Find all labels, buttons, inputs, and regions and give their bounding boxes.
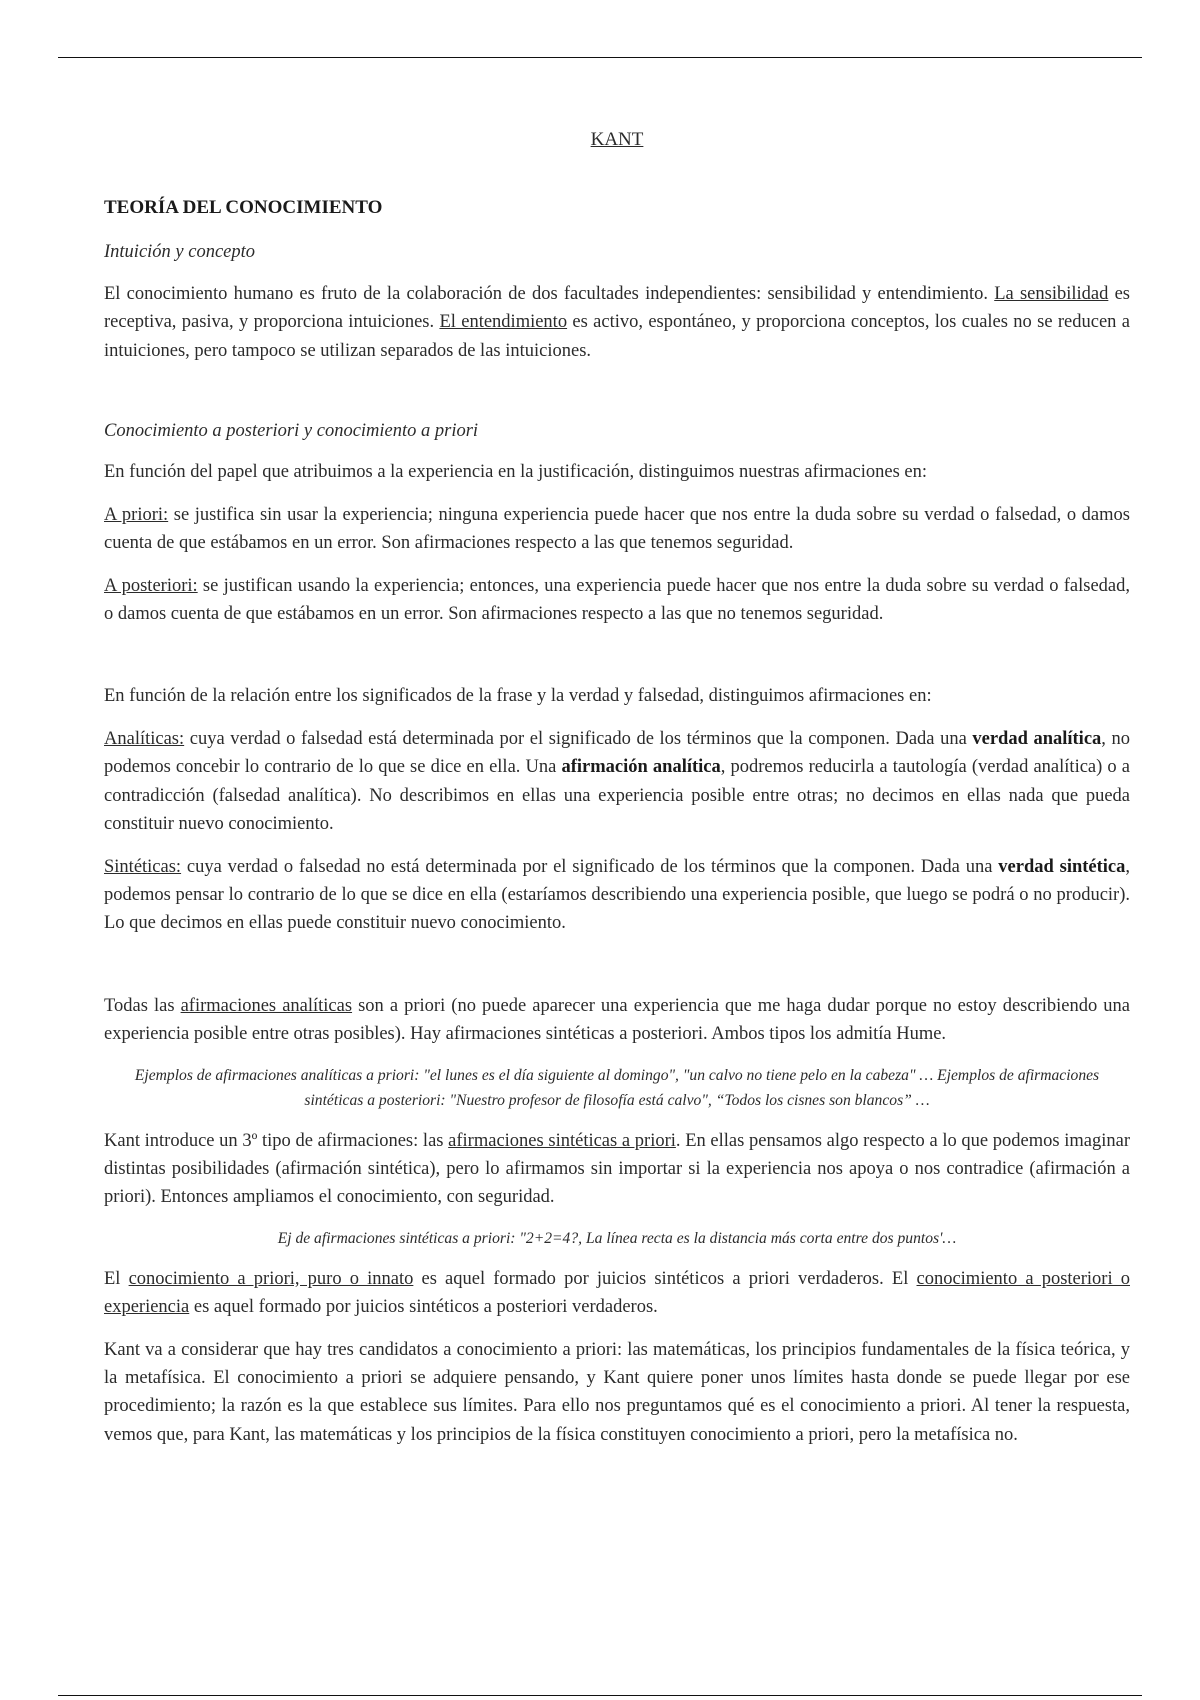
paragraph-a-posteriori: A posteriori: se justifican usando la experiencia; entonces, una experiencia puede hacer que nos entre la duda sobre su verdad o falsedad, o damos cuenta de que estábamos en un error. Son afirmaciones respecto a las que no tenemos seguridad. xyxy=(104,575,1130,625)
paragraph-final: Kant va a considerar que hay tres candidatos a conocimiento a priori: las matemáticas, los principios fundamentales de la física teórica, y la metafísica. El conocimiento a priori se adquiere pensando, y Kant quiere poner unos límites hasta donde se puede llegar por ese procedimiento; la razón es la que establece sus límites. Para ello nos preguntamos qué es el conocimiento a priori. Al tener la respuesta, vemos que, para Kant, las matemáticas y los principios de la física constituyen conocimiento a priori, pero la metafísica no. xyxy=(104,1339,1130,1445)
term-conocimiento-a-priori: conocimiento a priori, puro o innato xyxy=(128,1268,414,1289)
paragraph-priori-intro: En función del papel que atribuimos a la experiencia en la justificación, distinguimos nuestras afirmaciones en: xyxy=(104,462,927,483)
paragraph-intuicion: El conocimiento humano es fruto de la colaboración de dos facultades independientes: sensibilidad y entendimiento. La sensibilidad es receptiva, pasiva, y proporciona intuiciones. El entendimiento es activo, espontáneo, y proporciona conceptos, los cuales no se reducen a intuiciones, pero tampoco se utilizan separados de las intuiciones. xyxy=(104,283,1130,361)
term-afirmaciones-analiticas: afirmaciones analíticas xyxy=(180,995,353,1016)
term-conocimiento-a-posteriori: conocimiento a posteriori o experiencia xyxy=(104,1268,1130,1318)
paragraph-a-priori: A priori: se justifica sin usar la experiencia; ninguna experiencia puede hacer que nos entre la duda sobre su verdad o falsedad, o damos cuenta de que estábamos en un error. Son afirmaciones respecto a las que tenemos seguridad. xyxy=(104,504,1130,554)
term-a-posteriori: A posteriori: xyxy=(104,575,198,596)
term-verdad-sintetica: verdad sintética xyxy=(998,856,1126,877)
bottom-rule xyxy=(58,1695,1142,1696)
example-sinteticas-a-priori: Ej de afirmaciones sintéticas a priori: "2+2=4?, La línea recta es la distancia más corta entre dos puntos'… xyxy=(277,1229,957,1247)
term-analiticas: Analíticas: xyxy=(104,728,185,749)
paragraph-conocimiento: El conocimiento a priori, puro o innato es aquel formado por juicios sintéticos a priori verdaderos. El conocimiento a posteriori o experiencia es aquel formado por juicios sintéticos a posteriori verdaderos. xyxy=(104,1268,1130,1318)
term-verdad-analitica: verdad analítica xyxy=(972,728,1102,749)
paragraph-kant-tercer-tipo: Kant introduce un 3º tipo de afirmaciones: las afirmaciones sintéticas a priori. En ellas pensamos algo respecto a lo que podemos imaginar distintas posibilidades (afirmación sintética), pero lo afirmamos sin importar si la experiencia nos apoya o nos contradice (afirmación a priori). Entonces ampliamos el conocimiento, con seguridad. xyxy=(104,1130,1131,1208)
term-a-priori: A priori: xyxy=(104,504,169,525)
paragraph-sinteticas: Sintéticas: cuya verdad o falsedad no está determinada por el significado de los términos que la componen. Dada una verdad sintética, podemos pensar lo contrario de lo que se dice en ella (estaríamos describiendo una experiencia posible, que luego se podrá o no producir). Lo que decimos en ellas puede constituir nuevo conocimiento. xyxy=(104,856,1131,934)
paragraph-analiticas: Analíticas: cuya verdad o falsedad está determinada por el significado de los términos que la componen. Dada una verdad analítica, no podemos concebir lo contrario de lo que se dice en ella. Una afirmación analítica, podremos reducirla a tautología (verdad analítica) o a contradicción (falsedad analítica). No describimos en ellas una experiencia posible entre otras; no decimos en ellas nada que pueda constituir nuevo conocimiento. xyxy=(104,728,1130,835)
term-entendimiento: El entendimiento xyxy=(439,312,568,333)
term-sinteticas: Sintéticas: xyxy=(104,856,182,877)
term-sensibilidad: La sensibilidad xyxy=(994,283,1109,304)
page-title: KANT xyxy=(590,129,644,150)
term-afirmacion-analitica: afirmación analítica xyxy=(561,757,721,778)
top-rule xyxy=(58,57,1142,58)
subtitle-priori: Conocimiento a posteriori y conocimiento a priori xyxy=(104,421,479,442)
paragraph-todas: Todas las afirmaciones analíticas son a priori (no puede aparecer una experiencia que me haga dudar porque no estoy describiendo una experiencia posible entre otras posibles). Hay afirmaciones sintéticas a posteriori. Ambos tipos los admitía Hume. xyxy=(104,995,1130,1045)
paragraph-analiticas-intro: En función de la relación entre los significados de la frase y la verdad y falsedad, distinguimos afirmaciones en: xyxy=(104,686,932,707)
document-body xyxy=(104,122,1130,1463)
example-analiticas-sinteticas: Ejemplos de afirmaciones analíticas a priori: "el lunes es el día siguiente al domingo", "un calvo no tiene pelo en la cabeza" … Ejemplos de afirmaciones sintéticas a posteriori: "Nuestro profesor de filosofía está calvo", “Todos los cisnes son blancos” … xyxy=(134,1066,1100,1109)
term-sinteticas-a-priori: afirmaciones sintéticas a priori xyxy=(448,1130,676,1151)
subtitle-intuicion: Intuición y concepto xyxy=(104,242,256,263)
section-heading: TEORÍA DEL CONOCIMIENTO xyxy=(104,197,383,219)
